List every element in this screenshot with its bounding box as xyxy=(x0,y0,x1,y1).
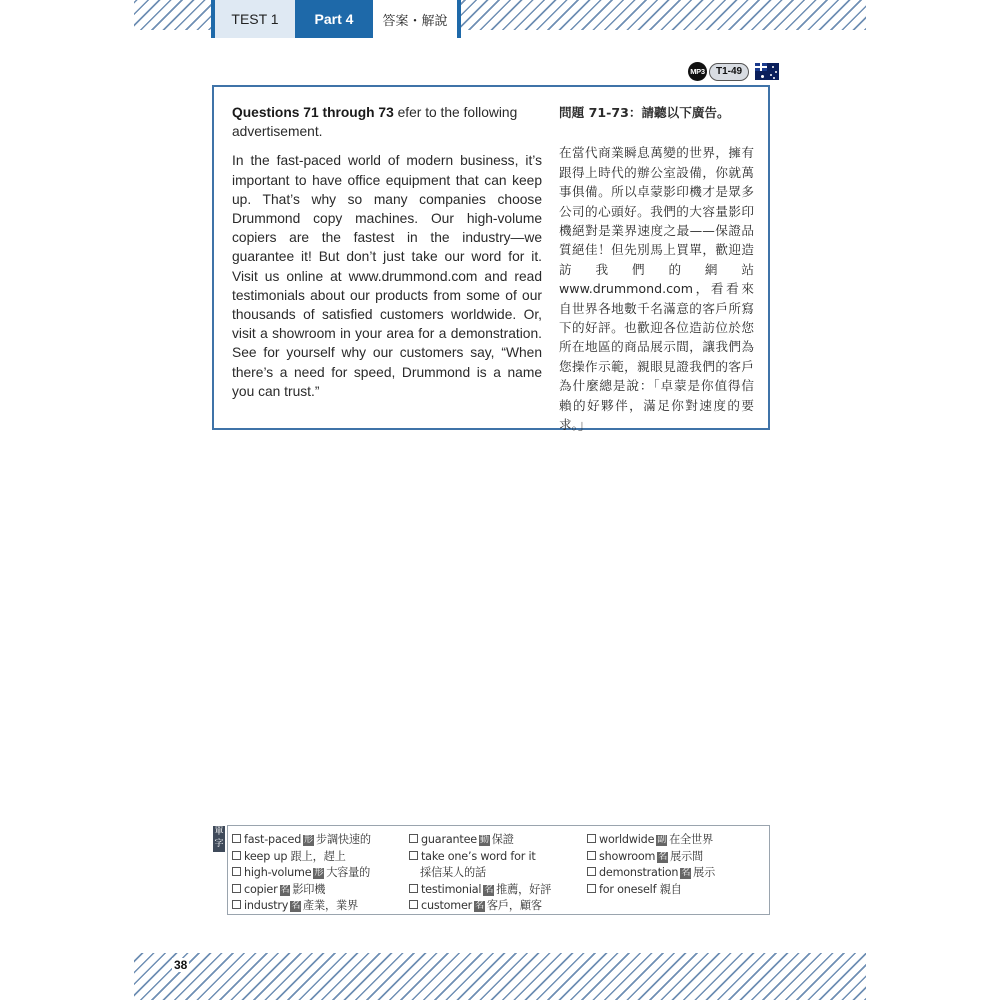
vocab-item xyxy=(232,865,371,882)
vocab-item xyxy=(232,882,371,899)
vocab-word: demonstration xyxy=(599,866,679,879)
chinese-column xyxy=(559,103,754,435)
vocab-meaning: 展示 xyxy=(693,866,716,879)
checkbox-icon[interactable] xyxy=(232,834,241,843)
chinese-translation: 在當代商業瞬息萬變的世界，擁有跟得上時代的辦公室設備，你就萬事俱備。所以卓蒙影印機才是眾多公司的心頭好。我們的大容量影印機絕對是業界速度之最——保證品質絕佳！但先別馬上買單，歡迎造訪我們的網站 www.drummond.com，看看來自世界各地數千名滿意的客戶所寫下的好評。也歡迎各位造訪位於您所在地區的商品展示間，讓我們為您操作示範，親眼見證我們的客戶為什麼總是說：「卓蒙是你值得信賴的好夥伴，滿足你對速度的要求。」 xyxy=(559,145,754,433)
vocab-word: keep up xyxy=(244,849,288,863)
vocab-word: guarantee xyxy=(421,833,477,846)
english-transcript: In the fast-paced world of modern business, it’s important to have office equipment that can keep up. That’s why so many companies choose Drummond copy machines. Our high-volume copiers are the fastest in the industry—we guarantee it! But don’t just take our word for it. Visit us online at www.drummond.com and read testimonials about our products from some of our thousands of satisfied customers worldwide. Or, visit a showroom in your area for a demonstration. See for yourself why our customers say, “When there’s a need for speed, Drummond is a name you can trust.” xyxy=(232,153,542,399)
audio-track-badge[interactable] xyxy=(688,62,779,81)
checkbox-icon[interactable] xyxy=(409,884,418,893)
vocab-column-2 xyxy=(409,832,551,915)
vocab-meaning: 大容量的 xyxy=(326,866,371,879)
checkbox-icon[interactable] xyxy=(587,884,596,893)
section-tabs xyxy=(211,0,461,38)
vocab-item xyxy=(409,882,551,899)
tab-test-1[interactable]: TEST 1 xyxy=(211,0,295,38)
vocab-item xyxy=(409,832,551,849)
checkbox-icon[interactable] xyxy=(232,851,241,860)
vocab-word: copier xyxy=(244,882,278,896)
footer-hatch-band xyxy=(134,953,866,1000)
question-instruction: efer to the following advertisement. xyxy=(232,105,518,140)
vocab-word: industry xyxy=(244,899,289,912)
passage-box xyxy=(212,85,770,433)
vocab-word: showroom xyxy=(599,849,656,863)
part-of-speech-badge: 名 xyxy=(484,884,494,895)
part-of-speech-badge: 名 xyxy=(681,868,691,878)
vocab-meaning: 展示間 xyxy=(670,849,704,863)
vocab-meaning: 保證 xyxy=(491,833,514,846)
vocab-word: customer xyxy=(421,899,473,912)
vocab-word: for oneself xyxy=(599,882,657,896)
vocab-word: take one’s word for it xyxy=(421,849,536,863)
vocab-item xyxy=(409,865,551,882)
vocab-word: fast-paced xyxy=(244,833,302,846)
vocab-item xyxy=(587,832,715,849)
checkbox-icon[interactable] xyxy=(409,834,418,843)
vocab-meaning: 推薦，好評 xyxy=(496,882,552,896)
part-of-speech-badge: 動 xyxy=(479,835,489,845)
vocab-meaning: 跟上，趕上 xyxy=(290,849,346,863)
vocab-item xyxy=(409,849,551,866)
vocab-item xyxy=(409,898,551,915)
vocab-item xyxy=(232,898,371,915)
part-of-speech-badge: 形 xyxy=(314,868,324,878)
track-number: T1-49 xyxy=(709,63,749,81)
vocab-word: testimonial xyxy=(421,882,482,896)
part-of-speech-badge: 名 xyxy=(658,851,668,862)
checkbox-icon[interactable] xyxy=(587,851,596,860)
part-of-speech-badge: 名 xyxy=(280,884,290,895)
vocab-meaning: 在全世界 xyxy=(669,833,714,846)
checkbox-icon[interactable] xyxy=(232,900,241,909)
tab-part-4[interactable]: Part 4 xyxy=(295,0,373,38)
vocab-meaning: 親自 xyxy=(659,882,682,896)
vocab-meaning: 客戶，顧客 xyxy=(486,899,542,912)
part-of-speech-badge: 名 xyxy=(475,901,484,911)
vocab-label: 單字 xyxy=(213,826,225,852)
vocab-item xyxy=(587,865,715,882)
vocab-word: worldwide xyxy=(599,833,655,846)
vocab-meaning: 採信某人的話 xyxy=(420,866,486,879)
checkbox-icon[interactable] xyxy=(587,867,596,876)
vocab-item xyxy=(587,882,715,899)
checkbox-icon[interactable] xyxy=(409,851,418,860)
vocab-meaning: 產業，業界 xyxy=(303,899,358,912)
question-range: Questions 71 through 73 xyxy=(232,105,394,120)
vocab-item xyxy=(232,832,371,849)
part-of-speech-badge: 形 xyxy=(304,835,313,845)
english-question-intro xyxy=(232,103,542,141)
vocab-meaning: 影印機 xyxy=(292,882,326,896)
chinese-question-intro: 問題 71-73：請聽以下廣告。 xyxy=(559,105,730,120)
vocab-item xyxy=(587,849,715,866)
checkbox-icon[interactable] xyxy=(587,834,596,843)
page-number: 38 xyxy=(174,958,188,972)
checkbox-icon[interactable] xyxy=(232,867,241,876)
part-of-speech-badge: 名 xyxy=(291,901,301,911)
vocab-word: high-volume xyxy=(244,866,312,879)
vocab-item xyxy=(232,849,371,866)
part-of-speech-badge: 副 xyxy=(657,835,667,845)
vocab-column-1 xyxy=(232,832,371,915)
vocabulary-box xyxy=(227,825,770,915)
checkbox-icon[interactable] xyxy=(232,884,241,893)
vocab-column-3 xyxy=(587,832,715,898)
english-column xyxy=(232,103,542,401)
australia-flag-icon xyxy=(755,63,779,80)
mp3-icon: MP3 xyxy=(688,62,707,81)
tab-answer-explanation[interactable]: 答案・解說 xyxy=(373,0,461,38)
vocab-meaning: 步調快速的 xyxy=(315,833,371,846)
checkbox-icon[interactable] xyxy=(409,900,418,909)
